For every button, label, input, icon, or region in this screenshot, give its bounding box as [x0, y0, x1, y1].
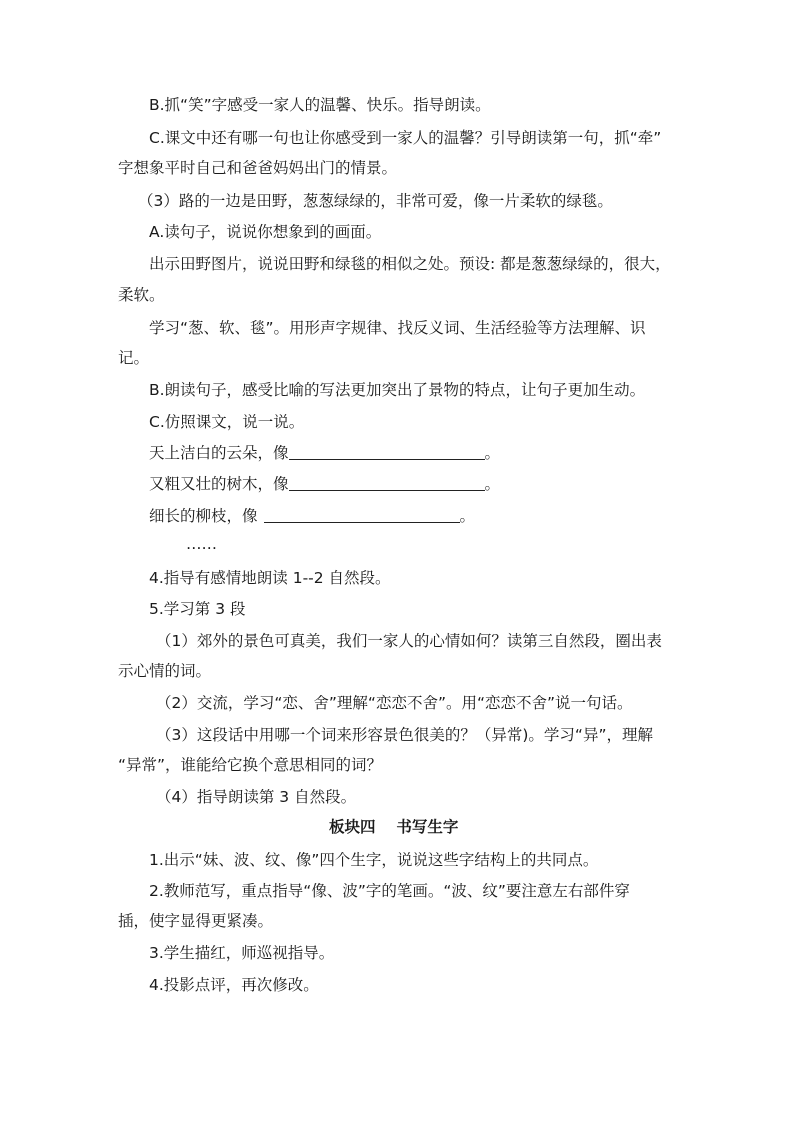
- text-line: 柔软。: [118, 286, 165, 304]
- text-line: （3）这段话中用哪一个词来形容景色很美的？（异常)。学习“异”，理解: [156, 726, 653, 744]
- ellipsis: ……: [186, 535, 217, 553]
- prompt-text: 又粗又壮的树木，像: [149, 475, 289, 493]
- text-line: 出示田野图片，说说田野和绿毯的相似之处。预设: 都是葱葱绿绿的，很大，: [149, 255, 671, 273]
- period: 。: [484, 475, 501, 493]
- text-line: 字想象平时自己和爸爸妈妈出门的情景。: [118, 159, 398, 177]
- text-line: 3.学生描红，师巡视指导。: [149, 944, 335, 962]
- text-line: （2）交流，学习“恋、舍”理解“恋恋不舍”。用“恋恋不舍”说一句话。: [156, 694, 633, 712]
- text-line: B.抓“笑”字感受一家人的温馨、快乐。指导朗读。: [149, 96, 491, 114]
- text-line: “异常”，谁能给它换个意思相同的词？: [118, 756, 383, 774]
- text-line: （4）指导朗读第 3 自然段。: [156, 788, 357, 806]
- text-line: A.读句子，说说你想象到的画面。: [149, 223, 382, 241]
- fill-blank-line: [149, 506, 475, 526]
- text-line: 记。: [118, 349, 150, 367]
- section-heading: 板块四 书写生字: [329, 818, 459, 836]
- text-line: （3）路的一边是田野，葱葱绿绿的，非常可爱，像一片柔软的绿毯。: [138, 192, 613, 210]
- blank-line: [264, 507, 460, 523]
- text-line: C.课文中还有哪一句也让你感受到一家人的温馨？引导朗读第一句，抓“牵”: [149, 129, 662, 147]
- blank-line: [289, 444, 485, 460]
- text-line: 4.投影点评，再次修改。: [149, 976, 319, 994]
- text-line: 2.教师范写，重点指导“像、波”字的笔画。“波、纹”要注意左右部件穿: [149, 882, 630, 900]
- blank-line: [289, 475, 485, 491]
- text-line: 插，使字显得更紧凑。: [118, 912, 274, 930]
- text-line: 示心情的词。: [118, 662, 212, 680]
- period: 。: [484, 444, 501, 462]
- text-line: 4.指导有感情地朗读 1--2 自然段。: [149, 569, 391, 587]
- text-line: 学习“葱、软、毯”。用形声字规律、找反义词、生活经验等方法理解、识: [149, 319, 646, 337]
- text-line: B.朗读句子，感受比喻的写法更加突出了景物的特点，让句子更加生动。: [149, 381, 646, 399]
- text-line: C.仿照课文，说一说。: [149, 413, 305, 431]
- prompt-text: 天上洁白的云朵，像: [149, 444, 289, 462]
- period: 。: [459, 507, 476, 525]
- fill-blank-line: [149, 443, 500, 463]
- text-line: 5.学习第 3 段: [149, 600, 246, 618]
- prompt-text: 细长的柳枝，像: [149, 507, 258, 525]
- fill-blank-line: [149, 474, 500, 494]
- text-line: （1）郊外的景色可真美，我们一家人的心情如何？读第三自然段，圈出表: [156, 632, 662, 650]
- text-line: 1.出示“妹、波、纹、像”四个生字，说说这些字结构上的共同点。: [149, 851, 599, 869]
